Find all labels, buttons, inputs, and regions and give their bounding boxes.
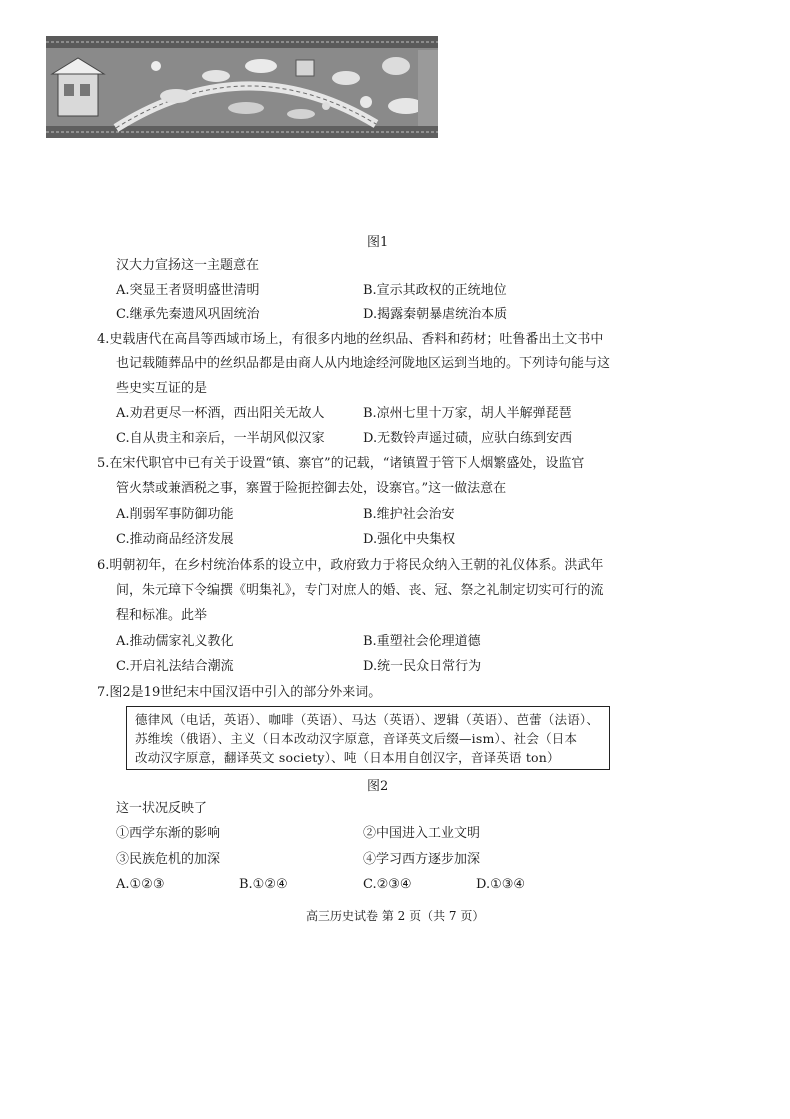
- q7-statement-2: ②中国进入工业文明: [363, 826, 481, 841]
- q6-option-c: C.开启礼法结合潮流: [116, 659, 234, 674]
- q6-stem-line-2: 间，朱元璋下令编撰《明集礼》，专门对庶人的婚、丧、冠、祭之礼制定切实可行的流: [116, 583, 604, 598]
- q6-option-d: D.统一民众日常行为: [363, 659, 482, 674]
- q6-option-a: A.推动儒家礼义教化: [116, 634, 234, 649]
- q4-option-b: B.凉州七里十万家，胡人半解弹琵琶: [363, 406, 572, 421]
- q3-option-d: D.揭露秦朝暴虐统治本质: [363, 307, 508, 322]
- vocab-line-3: 改动汉字原意，翻译英文 society）、吨（日本用自创汉字，音译英语 ton）: [135, 750, 560, 765]
- q7-option-b: B.①②④: [239, 877, 288, 892]
- q4-option-d: D.无数铃声遥过碛，应驮白练到安西: [363, 431, 573, 446]
- q3-stem: 汉大力宣扬这一主题意在: [116, 258, 260, 273]
- q5-stem-line-1: 5.在宋代职官中已有关于设置“镇、寨官”的记载，“诸镇置于管下人烟繁盛处，设监官: [97, 456, 585, 471]
- q6-stem-line-3: 程和标准。此举: [116, 608, 208, 623]
- q5-option-c: C.推动商品经济发展: [116, 532, 234, 547]
- q7-statement-3: ③民族危机的加深: [116, 852, 221, 867]
- figure2-caption: 图2: [367, 779, 389, 794]
- q7-option-d: D.①③④: [476, 877, 526, 892]
- q6-stem-line-1: 6.明朝初年，在乡村统治体系的设立中，政府致力于将民众纳入王朝的礼仪体系。洪武年: [97, 558, 604, 573]
- q5-stem-line-2: 管火禁或兼酒税之事，寨置于险扼控御去处，设寨官。”这一做法意在: [116, 481, 507, 496]
- q3-option-c: C.继承先秦遗风巩固统治: [116, 307, 260, 322]
- q7-option-c: C.②③④: [363, 877, 412, 892]
- figure1-relief-image: [46, 36, 438, 138]
- q5-option-b: B.维护社会治安: [363, 507, 455, 522]
- q4-option-a: A.劝君更尽一杯酒，西出阳关无故人: [116, 406, 325, 421]
- q7-statement-4: ④学习西方逐步加深: [363, 852, 481, 867]
- q4-option-c: C.自从贵主和亲后，一半胡风似汉家: [116, 431, 325, 446]
- q4-stem-line-1: 4.史载唐代在高昌等西域市场上，有很多内地的丝织品、香料和药材；吐鲁番出土文书中: [97, 332, 604, 347]
- q6-option-b: B.重塑社会伦理道德: [363, 634, 481, 649]
- q3-option-a: A.突显王者贤明盛世清明: [116, 283, 260, 298]
- q4-stem-line-2: 也记载随葬品中的丝织品都是由商人从内地途经河陇地区运到当地的。下列诗句能与这: [116, 356, 611, 371]
- q5-option-a: A.削弱军事防御功能: [116, 507, 234, 522]
- page-footer: 高三历史试卷 第 2 页（共 7 页）: [306, 909, 485, 923]
- vocab-line-1: 德律风（电话，英语）、咖啡（英语）、马达（英语）、逻辑（英语）、芭蕾（法语）、: [135, 712, 600, 727]
- q5-option-d: D.强化中央集权: [363, 532, 456, 547]
- q7-stem: 7.图2是19世纪末中国汉语中引入的部分外来词。: [97, 685, 382, 700]
- q7-statement-1: ①西学东渐的影响: [116, 826, 221, 841]
- vocab-line-2: 苏维埃（俄语）、主义（日本改动汉字原意，音译英文后缀—ism）、社会（日本: [135, 731, 578, 746]
- figure2-vocab-box: [126, 706, 610, 770]
- q4-stem-line-3: 些史实互证的是: [116, 381, 208, 396]
- q7-lead: 这一状况反映了: [116, 801, 208, 816]
- q7-option-a: A.①②③: [116, 877, 165, 892]
- q3-option-b: B.宣示其政权的正统地位: [363, 283, 507, 298]
- figure1-caption: 图1: [367, 235, 389, 250]
